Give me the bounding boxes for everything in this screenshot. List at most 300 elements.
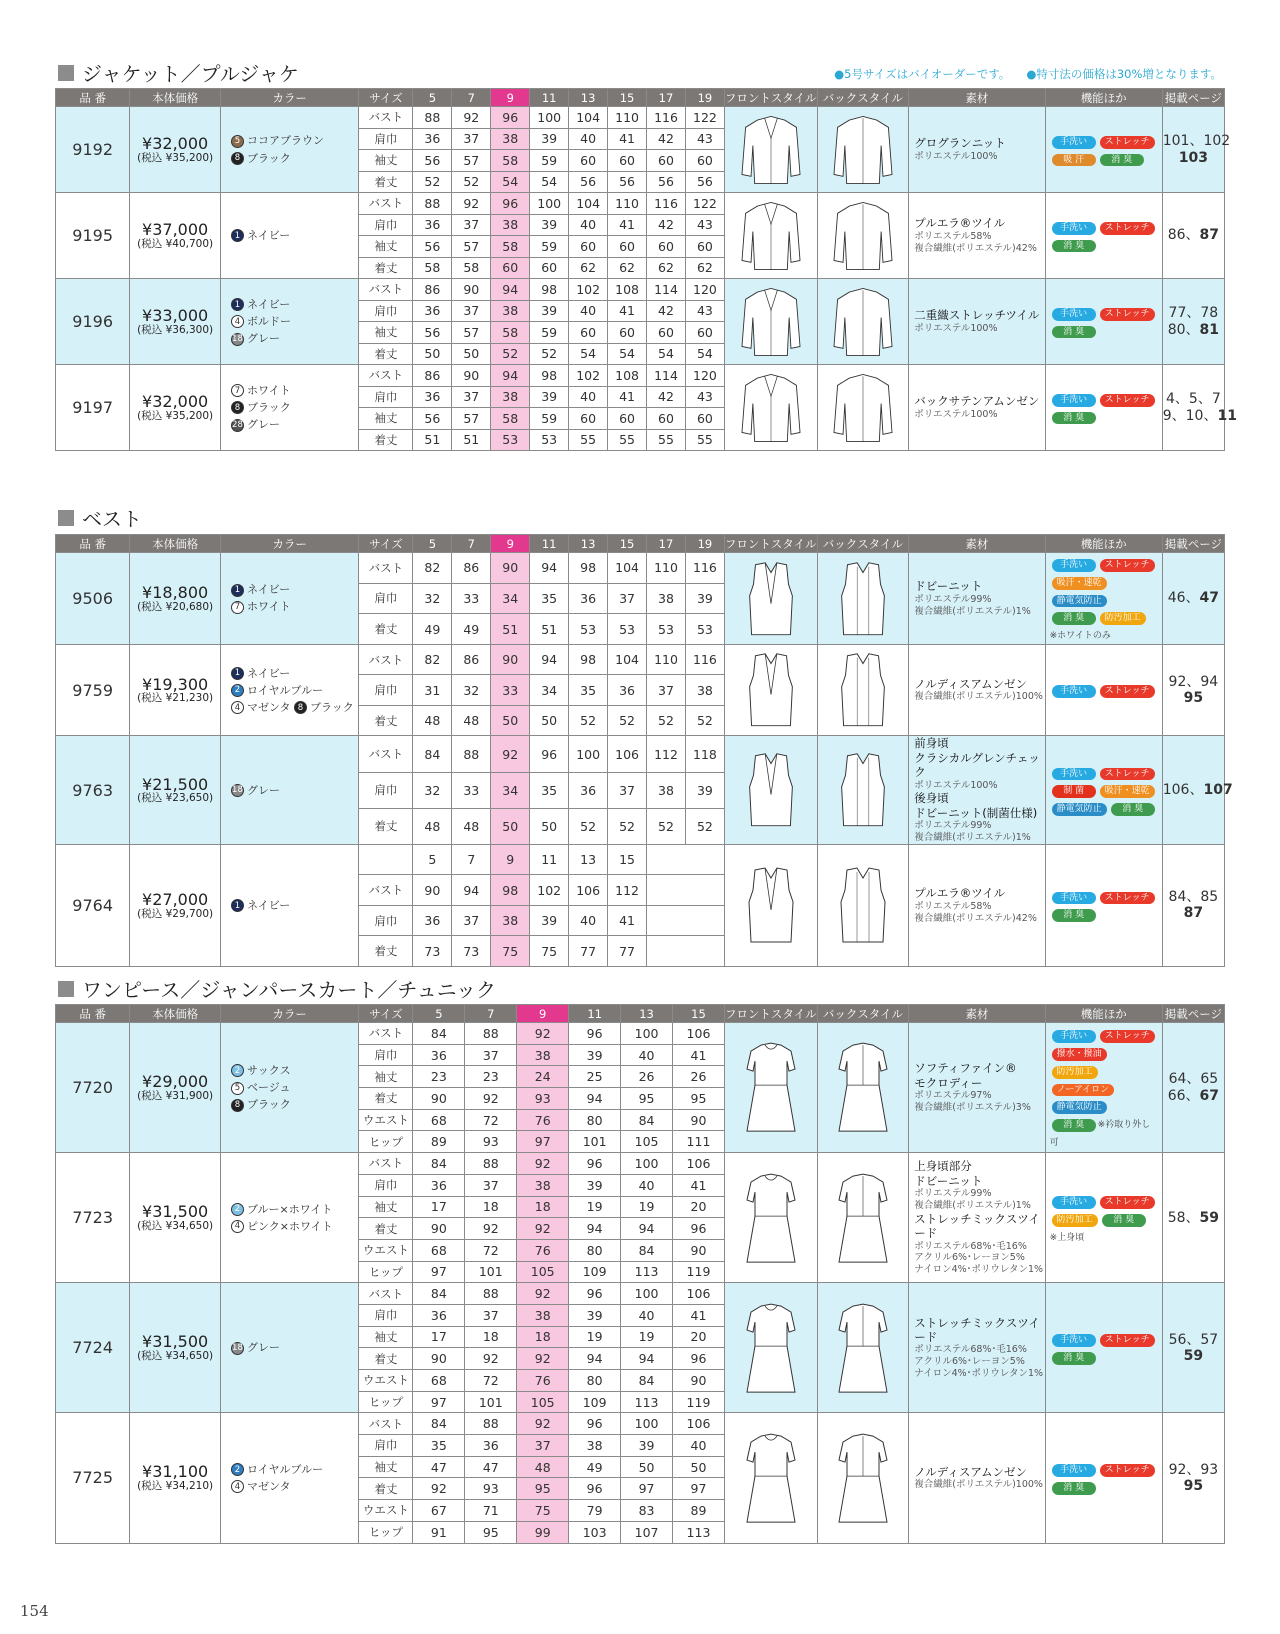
measure-label: 着丈	[359, 343, 413, 365]
measure-value: 53	[608, 614, 647, 645]
material-detail: アクリル6%･レーヨン5%	[914, 1252, 1025, 1264]
page-ref: 9、10、	[1162, 407, 1218, 424]
function-tag: 吸 汗	[1052, 154, 1096, 167]
material	[909, 1413, 1045, 1543]
measure-value: 52	[491, 343, 530, 365]
measure-value: 60	[569, 408, 608, 430]
measure-value: 36	[413, 905, 452, 936]
material	[909, 193, 1045, 279]
measure-value: 62	[569, 257, 608, 279]
color-badge: 1	[231, 667, 244, 680]
color-badge: 18	[232, 333, 243, 344]
measure-value: 104	[608, 553, 647, 584]
price: ¥32,000	[142, 391, 209, 411]
color-list	[220, 736, 358, 845]
back-sketch-icon	[823, 369, 903, 447]
measure-label: バスト	[359, 736, 413, 772]
measure-label: 袖丈	[359, 1456, 413, 1478]
measure-value: 38	[517, 1304, 569, 1326]
product-number: 9195	[56, 193, 130, 279]
back-style	[817, 1413, 909, 1543]
measure-value: 62	[608, 257, 647, 279]
measure-value: 94	[569, 1088, 621, 1110]
color-badge: 7	[231, 384, 244, 397]
page-ref: 66、	[1167, 1087, 1200, 1104]
measure-value: 106	[569, 875, 608, 906]
measure-value: 90	[452, 365, 491, 387]
function-tag: 消 臭	[1111, 803, 1155, 816]
measure-value: 56	[413, 408, 452, 430]
back-sketch-icon	[823, 1417, 903, 1539]
measure-value: 96	[673, 1348, 725, 1370]
dress-table	[55, 1004, 1225, 1544]
material-name: ソフティファイン®	[914, 1061, 1017, 1076]
measure-value: 37	[452, 128, 491, 150]
material-detail: ナイロン4%･ポリウレタン1%	[914, 1264, 1044, 1276]
color-badge: 2	[231, 684, 244, 697]
color-list	[220, 193, 358, 279]
measure-value: 54	[647, 343, 686, 365]
measure-value: 18	[517, 1196, 569, 1218]
front-sketch-icon	[731, 1417, 811, 1539]
measure-label: ウエスト	[359, 1500, 413, 1522]
measure-value: 84	[413, 1283, 465, 1305]
measure-value: 25	[569, 1066, 621, 1088]
measure-value: 39	[530, 214, 569, 236]
measure-value: 17	[413, 1326, 465, 1348]
size-label: 9	[491, 844, 530, 875]
measure-value: 36	[413, 128, 452, 150]
size-notes: ●5号サイズはバイオーダーです。 ●特寸法の価格は30%増となります。	[834, 67, 1222, 81]
measure-value: 23	[413, 1066, 465, 1088]
header-cell: フロントスタイル	[724, 536, 817, 551]
header-size: 15	[608, 535, 647, 553]
measure-value: 73	[413, 936, 452, 967]
measure-value: 24	[517, 1066, 569, 1088]
price-cell	[130, 365, 221, 451]
measure-value: 108	[608, 279, 647, 301]
measure-value: 105	[517, 1261, 569, 1283]
measure-value: 88	[465, 1283, 517, 1305]
measure-value: 58	[452, 257, 491, 279]
table-row	[56, 736, 1225, 772]
function-tag: 手洗い	[1052, 892, 1096, 905]
measure-value: 88	[465, 1023, 517, 1045]
color-name: グレー	[246, 418, 280, 432]
table-header	[56, 89, 1225, 107]
measure-label: 肩巾	[359, 1435, 413, 1457]
measure-label: 袖丈	[359, 322, 413, 344]
price-tax: (税込 ¥34,650)	[137, 1219, 214, 1232]
material-detail: ポリエステル100%	[914, 779, 998, 791]
measure-value: 19	[569, 1196, 621, 1218]
front-style	[724, 1283, 817, 1413]
color-badge: 1	[231, 584, 244, 597]
measure-value: 92	[413, 1478, 465, 1500]
measure-value: 96	[491, 193, 530, 215]
function-tag: 手洗い	[1052, 308, 1096, 321]
front-style	[724, 1413, 817, 1543]
functions	[1045, 107, 1162, 193]
product-number: 7725	[56, 1413, 130, 1543]
header-cell: サイズ	[359, 535, 413, 553]
measure-value: 18	[465, 1196, 517, 1218]
measure-value: 38	[491, 905, 530, 936]
measure-value: 77	[569, 936, 608, 967]
measure-label: 袖丈	[359, 1196, 413, 1218]
measure-value: 49	[413, 614, 452, 645]
function-tag: 消 臭	[1052, 1119, 1096, 1132]
measure-value: 40	[569, 386, 608, 408]
color-name: グレー	[246, 332, 280, 346]
front-style	[724, 844, 817, 966]
function-tag: 消 臭	[1052, 326, 1096, 339]
header-size: 19	[685, 535, 724, 553]
measure-value: 54	[608, 343, 647, 365]
price-tax: (税込 ¥20,680)	[137, 600, 214, 613]
measure-label: 肩巾	[359, 905, 413, 936]
measure-value: 80	[569, 1109, 621, 1131]
measure-value: 39	[530, 300, 569, 322]
price: ¥32,000	[142, 133, 209, 153]
measure-value: 122	[685, 193, 724, 215]
color-list	[220, 644, 358, 736]
measure-label: バスト	[359, 553, 413, 584]
measure-label: 袖丈	[359, 150, 413, 172]
material-name: ノルディスアムンゼン	[914, 1464, 1028, 1479]
measure-value: 42	[647, 386, 686, 408]
measure-value: 60	[608, 236, 647, 258]
front-style	[724, 736, 817, 845]
page-ref: 106、	[1162, 782, 1204, 799]
table-row	[56, 193, 1225, 215]
measure-value: 104	[569, 107, 608, 129]
measure-value: 33	[452, 583, 491, 614]
measure-value: 58	[491, 236, 530, 258]
measure-label: 着丈	[359, 171, 413, 193]
measure-value: 58	[413, 257, 452, 279]
color-list	[220, 844, 358, 966]
measure-value: 92	[517, 1023, 569, 1045]
page-ref: 92、93	[1168, 1461, 1219, 1478]
measure-value: 105	[621, 1131, 673, 1153]
measure-value: 92	[465, 1218, 517, 1240]
measure-value: 54	[491, 171, 530, 193]
measure-value: 114	[647, 365, 686, 387]
header-cell: フロントスタイル	[724, 1006, 817, 1021]
measure-value: 89	[673, 1500, 725, 1522]
price-tax: (税込 ¥23,650)	[137, 792, 214, 805]
measure-value: 52	[530, 343, 569, 365]
header-cell: フロントスタイル	[724, 90, 817, 105]
size-label: 15	[608, 844, 647, 875]
function-tag: ストレッチ	[1100, 222, 1155, 235]
measure-value: 94	[621, 1218, 673, 1240]
measure-value: 23	[465, 1066, 517, 1088]
measure-value: 41	[608, 214, 647, 236]
section-title-vests: ベスト	[58, 503, 142, 532]
header-cell: バックスタイル	[817, 1005, 909, 1023]
measure-value: 56	[413, 236, 452, 258]
material-detail: ポリエステル99%	[914, 1188, 992, 1199]
page-ref: 80、	[1167, 321, 1200, 338]
measure-label: 着丈	[359, 1218, 413, 1240]
back-style	[817, 1153, 909, 1283]
measure-value: 39	[569, 1304, 621, 1326]
header-cell: 掲載ページ	[1162, 89, 1224, 107]
function-tag: 消 臭	[1102, 1214, 1146, 1227]
measure-value: 98	[530, 279, 569, 301]
material-name: グログランニット	[914, 136, 1006, 151]
product-number: 7720	[56, 1023, 130, 1153]
page-ref-bold: 95	[1183, 1477, 1204, 1494]
color-badge: 18	[232, 785, 243, 796]
measure-value: 35	[413, 1435, 465, 1457]
measure-value: 38	[517, 1174, 569, 1196]
measure-value: 97	[621, 1478, 673, 1500]
header-size: 11	[530, 89, 569, 107]
color-badge: 1	[231, 298, 244, 311]
color-name: ネイビー	[246, 583, 291, 597]
price-cell	[130, 1023, 221, 1153]
measure-value: 110	[608, 193, 647, 215]
material-name: ドビーニット	[914, 1173, 983, 1188]
material-detail: 複合繊維(ポリエステル)1%	[914, 605, 1031, 617]
measure-value: 110	[647, 644, 686, 675]
measure-value: 26	[673, 1066, 725, 1088]
material-detail: ポリエステル97%	[914, 1090, 992, 1102]
header-size: 17	[647, 535, 686, 553]
header-cell: 本体価格	[130, 535, 221, 553]
measure-value: 93	[517, 1088, 569, 1110]
measure-value: 95	[465, 1521, 517, 1543]
function-note: ※ホワイトのみ	[1049, 631, 1111, 642]
color-name: ボルドー	[246, 314, 291, 328]
measure-value: 56	[569, 171, 608, 193]
measure-label: ウエスト	[359, 1239, 413, 1261]
function-note: ※上身頃	[1049, 1232, 1085, 1243]
measure-value: 57	[452, 150, 491, 172]
measure-value: 37	[452, 214, 491, 236]
measure-value: 50	[621, 1456, 673, 1478]
measure-value: 60	[647, 150, 686, 172]
color-name: ブラック	[246, 1098, 291, 1112]
measure-value: 34	[530, 675, 569, 706]
measure-value: 84	[413, 1023, 465, 1045]
measure-value: 94	[530, 553, 569, 584]
measure-value: 72	[465, 1239, 517, 1261]
measure-value: 109	[569, 1261, 621, 1283]
header-size: 19	[685, 89, 724, 107]
measure-value: 38	[685, 675, 724, 706]
measure-value: 92	[517, 1153, 569, 1175]
measure-value: 42	[647, 128, 686, 150]
color-badge: 4	[231, 1220, 244, 1233]
measure-value: 96	[569, 1023, 621, 1045]
measure-value: 55	[647, 429, 686, 451]
measure-value: 100	[621, 1023, 673, 1045]
measure-value: 52	[685, 808, 724, 844]
function-tag: 静電気防止	[1052, 803, 1107, 816]
table-row	[56, 644, 1225, 675]
measure-value: 52	[647, 705, 686, 736]
measure-label: 着丈	[359, 705, 413, 736]
measure-value: 48	[413, 808, 452, 844]
product-number: 9197	[56, 365, 130, 451]
page-ref-bold: 103	[1178, 149, 1208, 166]
measure-value: 94	[569, 1218, 621, 1240]
measure-value: 56	[685, 171, 724, 193]
material-name: ドビーニット(制菌仕様)	[914, 805, 1038, 820]
header-cell: 素材	[909, 1005, 1045, 1023]
measure-value: 48	[452, 808, 491, 844]
measure-value: 36	[569, 583, 608, 614]
material	[909, 1023, 1045, 1153]
color-badge: 2	[231, 1203, 244, 1216]
header-cell: 機能ほか	[1045, 1005, 1162, 1023]
back-sketch-icon	[823, 648, 903, 732]
measure-value: 122	[685, 107, 724, 129]
material	[909, 365, 1045, 451]
measure-value: 86	[413, 365, 452, 387]
front-sketch-icon	[731, 111, 811, 189]
measure-value: 119	[673, 1261, 725, 1283]
function-tag: 防汚加工	[1052, 1066, 1098, 1079]
measure-value: 60	[491, 257, 530, 279]
measure-value: 38	[647, 583, 686, 614]
function-tag: ストレッチ	[1100, 768, 1155, 781]
functions	[1045, 279, 1162, 365]
price: ¥31,500	[142, 1202, 209, 1222]
measure-value: 48	[452, 705, 491, 736]
back-sketch-icon	[823, 111, 903, 189]
header-size: 13	[621, 1005, 673, 1023]
price-tax: (税込 ¥34,210)	[137, 1479, 214, 1492]
price: ¥31,100	[142, 1462, 209, 1482]
color-list	[220, 365, 358, 451]
measure-value: 80	[569, 1370, 621, 1392]
measure-value: 18	[517, 1326, 569, 1348]
front-style	[724, 365, 817, 451]
measure-value: 40	[621, 1174, 673, 1196]
measure-label: 着丈	[359, 257, 413, 279]
header-cell: 本体価格	[130, 89, 221, 107]
measure-value: 20	[673, 1326, 725, 1348]
back-sketch-icon	[823, 283, 903, 361]
color-badge: 4	[231, 701, 244, 714]
color-name: ブラック	[246, 400, 291, 414]
measure-value: 58	[491, 150, 530, 172]
measure-value: 52	[413, 171, 452, 193]
color-list	[220, 1153, 358, 1283]
listing-pages	[1162, 1023, 1224, 1153]
measure-value: 36	[413, 1304, 465, 1326]
material-detail: 複合繊維(ポリエステル)1%	[914, 832, 1031, 844]
front-style	[724, 193, 817, 279]
measure-value: 72	[465, 1370, 517, 1392]
measure-label: 袖丈	[359, 236, 413, 258]
measure-value: 35	[530, 583, 569, 614]
front-sketch-icon	[731, 197, 811, 275]
measure-value: 41	[608, 300, 647, 322]
color-badge: 2	[231, 1463, 244, 1476]
material-detail: ポリエステル100%	[914, 322, 998, 334]
measure-value: 96	[569, 1153, 621, 1175]
color-name: ブラック	[246, 151, 291, 165]
function-tag: 手洗い	[1052, 559, 1096, 572]
measure-value: 88	[465, 1413, 517, 1435]
page-ref-bold: 87	[1199, 227, 1220, 244]
table-row	[56, 1413, 1225, 1435]
measure-value: 90	[673, 1239, 725, 1261]
measure-value: 53	[569, 614, 608, 645]
page-ref: 46、	[1167, 590, 1200, 607]
measure-value: 89	[413, 1131, 465, 1153]
size-label: 7	[452, 844, 491, 875]
measure-value: 51	[530, 614, 569, 645]
measure-value: 56	[413, 322, 452, 344]
material-detail: 複合繊維(ポリエステル)100%	[914, 1479, 1043, 1491]
measure-value: 50	[491, 705, 530, 736]
measure-value: 100	[530, 107, 569, 129]
header-size: 11	[569, 1005, 621, 1023]
header-cell: 本体価格	[130, 1005, 221, 1023]
function-tag: ストレッチ	[1100, 685, 1155, 698]
color-name: ブラック	[310, 700, 354, 714]
color-name: ネイビー	[246, 297, 291, 311]
measure-value: 52	[452, 171, 491, 193]
color-name: ネイビー	[246, 228, 291, 242]
measure-label: 肩巾	[359, 214, 413, 236]
measure-value: 90	[413, 1218, 465, 1240]
measure-value: 110	[647, 553, 686, 584]
material-name: ノルディスアムンゼン	[914, 677, 1028, 692]
page-ref: 101、102	[1162, 133, 1231, 150]
measure-label: 袖丈	[359, 408, 413, 430]
table-row	[56, 553, 1225, 584]
front-sketch-icon	[731, 648, 811, 732]
material-name: ドビーニット	[914, 579, 983, 594]
page-number: 154	[20, 1602, 49, 1620]
front-sketch-icon	[731, 1026, 811, 1148]
material-name: ストレッチミックスツイード	[914, 1315, 1040, 1344]
measure-value: 20	[673, 1196, 725, 1218]
measure-value: 53	[530, 429, 569, 451]
page-ref-bold: 67	[1199, 1087, 1220, 1104]
color-badge: 5	[231, 1082, 244, 1095]
function-note: ※衿取り外し可	[1049, 1120, 1151, 1149]
measure-value: 94	[491, 279, 530, 301]
measure-value: 96	[569, 1413, 621, 1435]
material	[909, 553, 1045, 645]
measure-value: 68	[413, 1370, 465, 1392]
back-style	[817, 279, 909, 365]
measure-value: 40	[569, 128, 608, 150]
back-sketch-icon	[823, 1157, 903, 1279]
header-size: 11	[530, 535, 569, 553]
measure-value: 98	[491, 875, 530, 906]
material	[909, 844, 1045, 966]
header-cell: バックスタイル	[817, 89, 909, 107]
page-ref-bold: 59	[1199, 1209, 1220, 1226]
measure-value: 52	[608, 808, 647, 844]
header-cell: 掲載ページ	[1162, 1005, 1224, 1023]
measure-label: バスト	[359, 107, 413, 129]
functions	[1045, 193, 1162, 279]
measure-value: 43	[685, 214, 724, 236]
price: ¥27,000	[142, 889, 209, 909]
measure-value: 59	[530, 150, 569, 172]
